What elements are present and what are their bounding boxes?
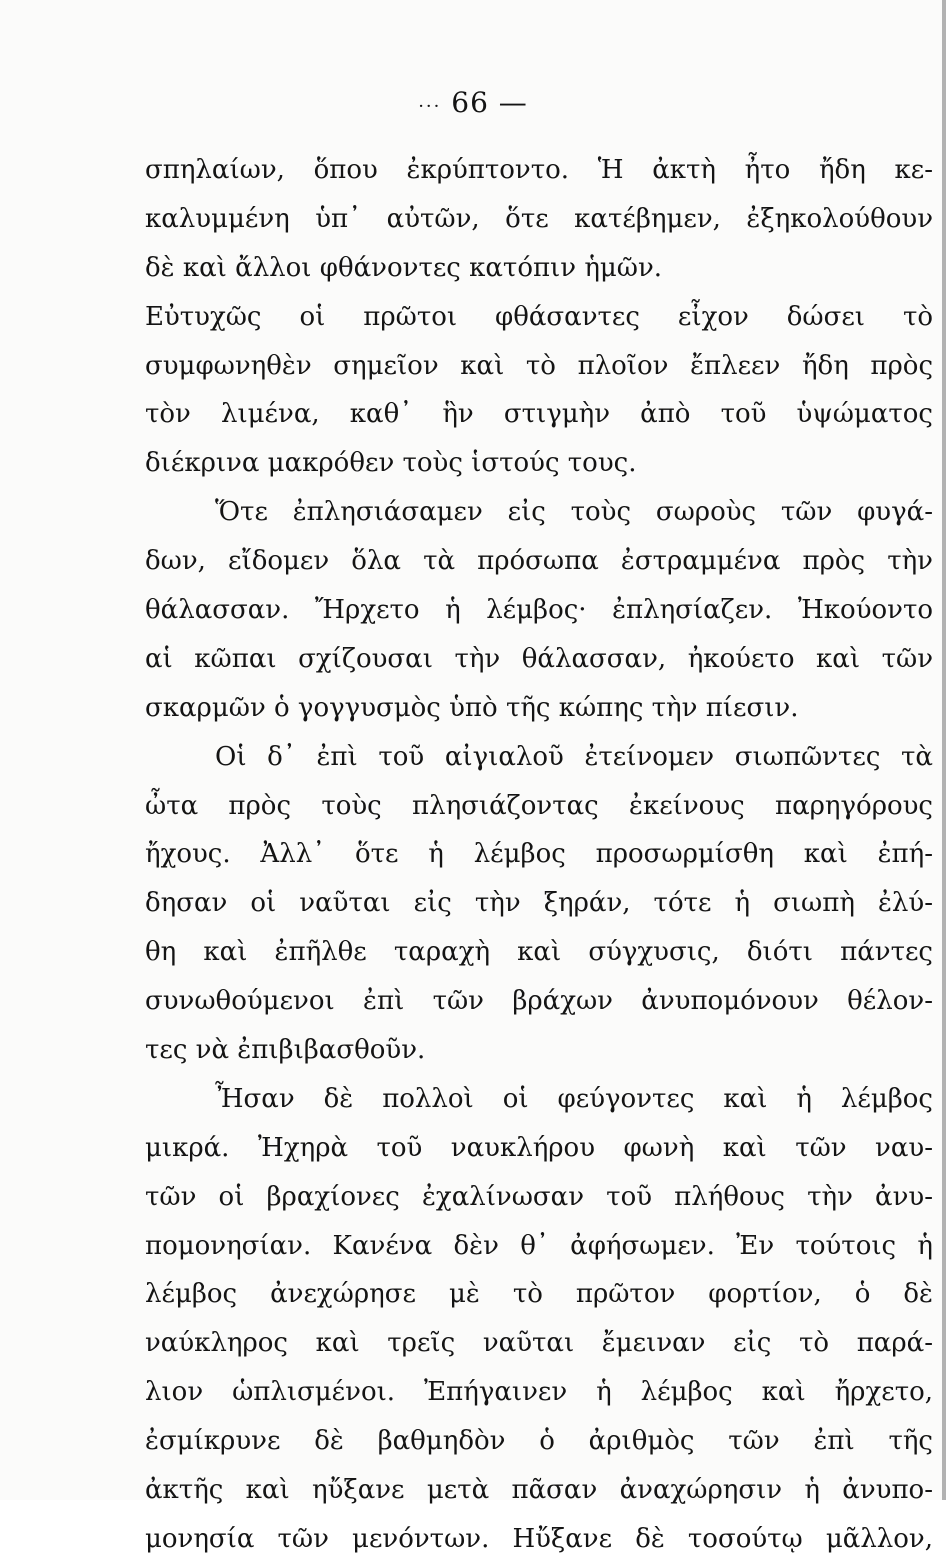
- text-line: διέκρινα μακρόθεν τοὺς ἱστούς τους.: [145, 448, 637, 479]
- text-line: δων, εἴδομεν ὅλα τὰ πρόσωπα ἐστραμμένα πρὸς τὴν: [145, 546, 933, 577]
- page-body-text: [145, 146, 933, 1564]
- text-line: σκαρμῶν ὁ γογγυσμὸς ὑπὸ τῆς κώπης τὴν πίεσιν.: [145, 692, 799, 723]
- text-line: πομονησίαν. Κανένα δὲν θ᾽ ἀφήσωμεν. Ἐν τούτοις ἡ: [145, 1230, 933, 1261]
- text-line: δὲ καὶ ἄλλοι φθάνοντες κατόπιν ἡμῶν.: [145, 252, 663, 283]
- text-line: δησαν οἱ ναῦται εἰς τὴν ξηράν, τότε ἡ σιωπὴ ἐλύ-: [145, 888, 933, 919]
- text-line: τὸν λιμένα, καθ᾽ ἣν στιγμὴν ἀπὸ τοῦ ὑψώματος: [145, 399, 933, 430]
- text-line: λέμβος ἀνεχώρησε μὲ τὸ πρῶτον φορτίον, ὁ δὲ: [145, 1279, 933, 1310]
- text-line: Εὐτυχῶς οἱ πρῶτοι φθάσαντες εἶχον δώσει τὸ: [145, 301, 933, 332]
- header-dots: ···: [418, 96, 442, 117]
- text-line: θη καὶ ἐπῆλθε ταραχὴ καὶ σύγχυσις, διότι πάντες: [145, 937, 933, 968]
- text-line: μικρά. Ἠχηρὰ τοῦ ναυκλήρου φωνὴ καὶ τῶν ναυ-: [145, 1132, 933, 1163]
- text-line: θάλασσαν. Ἤρχετο ἡ λέμβος· ἐπλησίαζεν. Ἠκούοντο: [145, 595, 933, 626]
- text-line: Ὅτε ἐπλησιάσαμεν εἰς τοὺς σωροὺς τῶν φυγά-: [215, 497, 933, 528]
- text-line: Οἱ δ᾽ ἐπὶ τοῦ αἰγιαλοῦ ἐτείνομεν σιωπῶντες τὰ: [215, 741, 933, 772]
- text-line: τες νὰ ἐπιβιβασθοῦν.: [145, 1035, 426, 1066]
- text-line: ἤχους. Ἀλλ᾽ ὅτε ἡ λέμβος προσωρμίσθη καὶ ἐπή-: [145, 839, 933, 870]
- text-line: Ἦσαν δὲ πολλοὶ οἱ φεύγοντες καὶ ἡ λέμβος: [215, 1083, 933, 1114]
- text-line: λιον ὡπλισμένοι. Ἐπήγαινεν ἡ λέμβος καὶ ἤρχετο,: [145, 1377, 933, 1408]
- text-line: ἀκτῆς καὶ ηὔξανε μετὰ πᾶσαν ἀναχώρησιν ἡ ἀνυπο-: [145, 1475, 933, 1506]
- text-line: μονησία τῶν μενόντων. Ηὔξανε δὲ τοσούτῳ μᾶλλον,: [145, 1523, 933, 1554]
- text-line: συνωθούμενοι ἐπὶ τῶν βράχων ἀνυπομόνουν θέλον-: [145, 986, 933, 1017]
- page-header: [0, 86, 946, 119]
- text-line: σπηλαίων, ὅπου ἐκρύπτοντο. Ἡ ἀκτὴ ἦτο ἤδη κε-: [145, 155, 933, 185]
- text-line: συμφωνηθὲν σημεῖον καὶ τὸ πλοῖον ἔπλεεν ἤδη πρὸς: [145, 350, 933, 381]
- text-line: τῶν οἱ βραχίονες ἐχαλίνωσαν τοῦ πλήθους τὴν ἀνυ-: [145, 1181, 933, 1212]
- text-line: αἱ κῶπαι σχίζουσαι τὴν θάλασσαν, ἠκούετο καὶ τῶν: [145, 643, 933, 674]
- text-line: ναύκληρος καὶ τρεῖς ναῦται ἔμειναν εἰς τὸ παρά-: [145, 1328, 933, 1359]
- page-edge-shadow: [942, 0, 946, 1500]
- text-line: ἐσμίκρυνε δὲ βαθμηδὸν ὁ ἀριθμὸς τῶν ἐπὶ τῆς: [145, 1426, 933, 1457]
- text-line: καλυμμένη ὑπ᾽ αὐτῶν, ὅτε κατέβημεν, ἐξηκολούθουν: [145, 203, 933, 234]
- page-number: 66 —: [451, 86, 528, 119]
- text-line: ὦτα πρὸς τοὺς πλησιάζοντας ἐκείνους παρηγόρους: [145, 790, 933, 821]
